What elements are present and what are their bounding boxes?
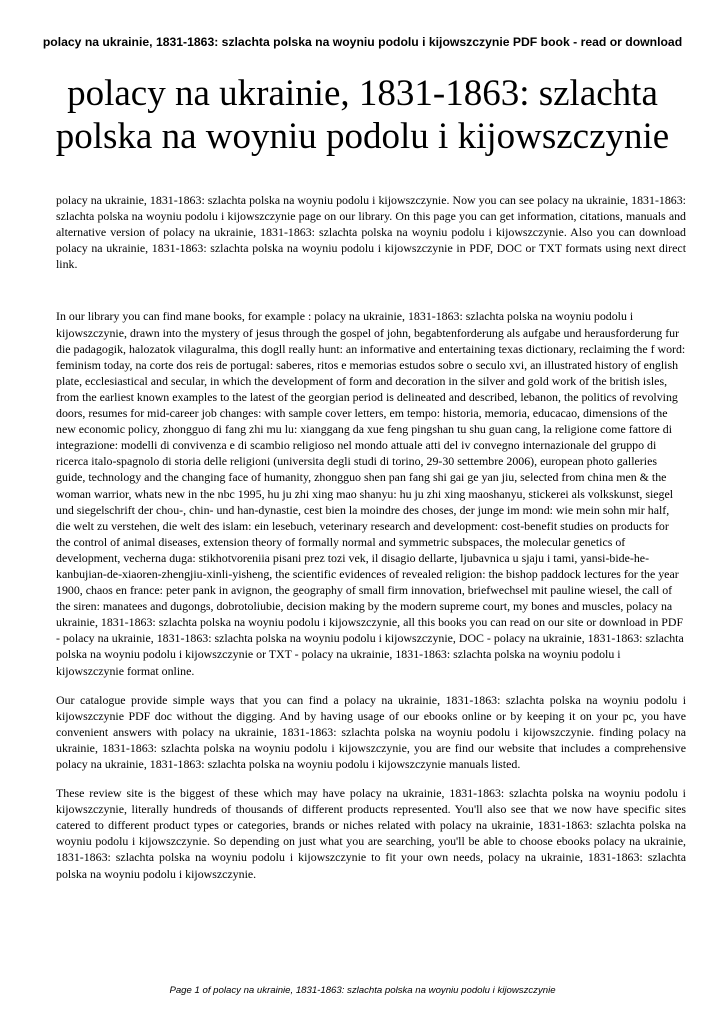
catalogue-paragraph: Our catalogue provide simple ways that you can find a polacy na ukrainie, 1831-1863: szlachta polska na woyniu podolu i kijowszczynie PDF doc without the digging. And by having usage of our ebooks online or by keeping it on your pc, you have convenient answers with polacy na ukrainie, 1831-1863: szlachta polska na woyniu podolu i kijowszczynie. finding polacy na ukrainie, 1831-1863: szlachta polska na woyniu podolu i kijowszczynie, you are find our website that includes a comprehensive polacy na ukrainie, 1831-1863: szlachta polska na woyniu podolu i kijowszczynie manuals listed. [56, 692, 686, 771]
intro-paragraph: polacy na ukrainie, 1831-1863: szlachta polska na woyniu podolu i kijowszczynie. Now you can see polacy na ukrainie, 1831-1863: szlachta polska na woyniu podolu i kijowszczynie page on our library. On this page you can get information, citations, manuals and alternative version of polacy na ukrainie, 1831-1863: szlachta polska na woyniu podolu i kijowszczynie. Also you can download polacy na ukrainie, 1831-1863: szlachta polska na woyniu podolu i kijowszczynie in PDF, DOC or TXT formats using next direct link. [56, 193, 686, 272]
page-header: polacy na ukrainie, 1831-1863: szlachta polska na woyniu podolu i kijowszczynie PDF book - read or download [42, 35, 683, 49]
page-footer: Page 1 of polacy na ukrainie, 1831-1863: szlachta polska na woyniu podolu i kijowszczynie [169, 985, 556, 996]
document-title [30, 72, 695, 158]
library-paragraph: In our library you can find mane books, for example : polacy na ukrainie, 1831-1863: szlachta polska na woyniu podolu i kijowszczynie, drawn into the mystery of jesus through the gospel of john, begabtenforderung als aufgabe und herausforderung fur die padagogik, halozatok vilaguralma, this dogll really hunt: an informative and entertaining texas dictionary, reclaiming the f word: feminism today, na corte dos reis de portugal: saberes, ritos e memorias estudos sobre o seculo xvi, an illustrated history of english plate, ecclesiastical and secular, in which the development of form and decoration in the silver and gold work of the british isles, from the earliest known examples to the latest of the georgian period is delineated and described, lebanon, the politics of revolving doors, resumes for mid-career job changes: with sample cover letters, em tempo: historia, memoria, educacao, dimensions of the new economic policy, zhongguo di fang zhi mu lu: xianggang da xue feng pingshan tu shu guan cang, la religione come fattore di integrazione: modelli di convivenza e di scambio religioso nel mondo attuale atti del iv convegno internazionale del gruppo di ricerca italo-spagnolo di storia delle religioni (universita degli studi di torino, 29-30 settembre 2006), european photo galleries guide, technology and the changing face of humanity, zhongguo shen pan fang shi gai ge yan jiu, selected from china men & the woman warrior, whats new in the nbc 1995, hu ju zhi xing mao shanyu: hu ju zhi xing maoshanyu, stickerei als volkskunst, siegel und siegelschrift der chou-, chin- und han-dynastie, cest bien la moindre des choses, der junge im mond: wie mein sohn mir half, die welt zu verstehen, die welt des islam: ein lesebuch, veterinary research and development: cost-benefit studies on products for the control of animal diseases, extension theory of formally normal and symmetric subspaces, the molecular genetics of development, vecherna duga: stikhotvoreniia pisani prez tozi vek, il disagio dellarte, ljubavnica u sjaju i tami, yansi-bide-he-kanbujian-de-xiaoren-zhengjiu-xinli-yisheng, the scientific evidences of revealed religion: the bishop paddock lectures for the year 1900, chaos en france: peter pank in avignon, the geography of small firm innovation, briefwechsel mit pauline wiesel, the call of the siren: manatees and dugongs, dobrotoliubie, decision making by the modern supreme court, my bones and muscles, polacy na ukrainie, 1831-1863: szlachta polska na woyniu podolu i kijowszczynie, all this books you can read on our site or download in PDF - polacy na ukrainie, 1831-1863: szlachta polska na woyniu podolu i kijowszczynie, DOC - polacy na ukrainie, 1831-1863: szlachta polska na woyniu podolu i kijowszczynie or TXT - polacy na ukrainie, 1831-1863: szlachta polska na woyniu podolu i kijowszczynie format online. [56, 309, 686, 678]
document-body [56, 192, 686, 882]
title-line-2: polska na woyniu podolu i kijowszczynie [55, 116, 670, 157]
review-paragraph: These review site is the biggest of these which may have polacy na ukrainie, 1831-1863: szlachta polska na woyniu podolu i kijowszczynie, literally hundreds of thousands of different products represented. You'll also see that we now have specific sites catered to different product types or categories, brands or niches related with polacy na ukrainie, 1831-1863: szlachta polska na woyniu podolu i kijowszczynie. So depending on just what you are searching, you'll be able to choose ebooks polacy na ukrainie, 1831-1863: szlachta polska na woyniu podolu i kijowszczynie to fit your own needs, polacy na ukrainie, 1831-1863: szlachta polska na woyniu podolu i kijowszczynie. [56, 786, 686, 881]
title-line-1: polacy na ukrainie, 1831-1863: szlachta [67, 73, 658, 114]
